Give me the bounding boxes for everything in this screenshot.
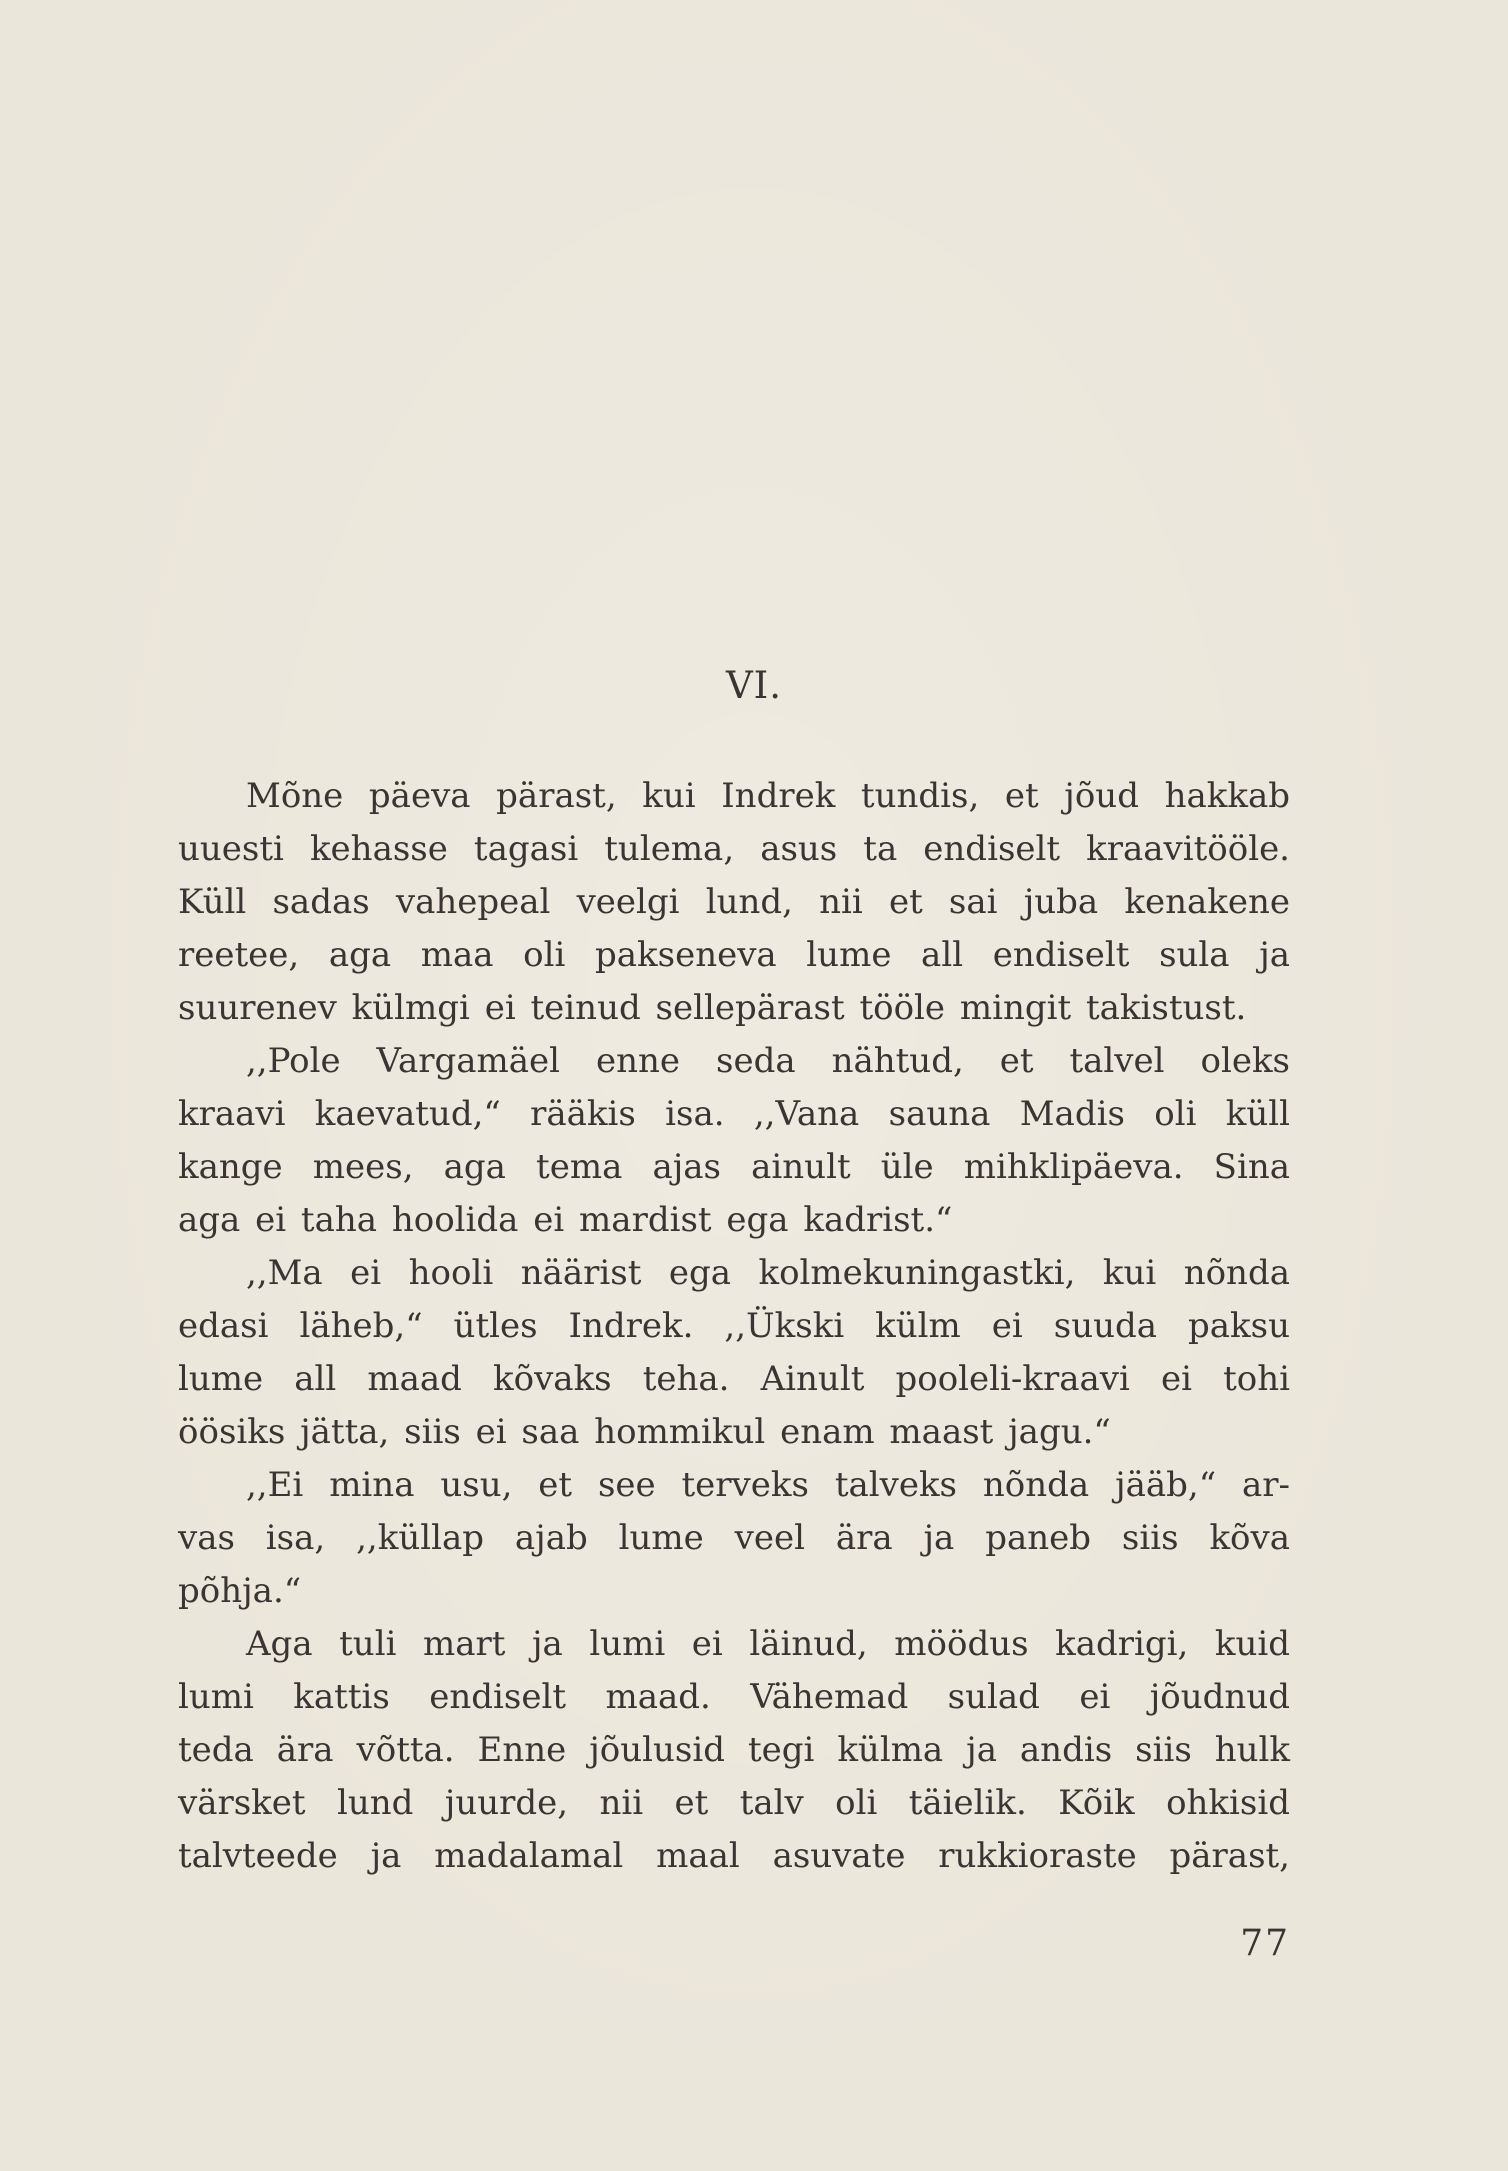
text-line: uuesti kehasse tagasi tulema, asus ta endiselt kraavitööle. (178, 829, 1290, 869)
text-line: suurenev külmgi ei teinud sellepärast tööle mingit takistust. (178, 988, 1247, 1028)
text-line: ,,Ei mina usu, et see terveks talveks nõnda jääb,“ ar- (246, 1465, 1290, 1505)
text-line: põhja.“ (178, 1571, 302, 1611)
text-line: värsket lund juurde, nii et talv oli täielik. Kõik ohkisid (178, 1783, 1290, 1823)
text-line: Mõne päeva pärast, kui Indrek tundis, et jõud hakkab (246, 776, 1290, 816)
body-text (178, 770, 1290, 1883)
text-line: teda ära võtta. Enne jõulusid tegi külma ja andis siis hulk (178, 1730, 1290, 1770)
text-line: reetee, aga maa oli pakseneva lume all endiselt sula ja (178, 935, 1290, 975)
text-line: talvteede ja madalamal maal asuvate rukkioraste pärast, (178, 1836, 1290, 1876)
text-line: Küll sadas vahepeal veelgi lund, nii et sai juba kenakene (178, 882, 1290, 922)
page-number: 77 (1240, 1923, 1290, 1964)
text-line: lumi kattis endiselt maad. Vähemad sulad ei jõudnud (178, 1677, 1290, 1717)
text-line: lume all maad kõvaks teha. Ainult pooleli-kraavi ei tohi (178, 1359, 1290, 1399)
text-line: edasi läheb,“ ütles Indrek. ,,Ükski külm ei suuda paksu (178, 1306, 1290, 1346)
text-line: kange mees, aga tema ajas ainult üle mihklipäeva. Sina (178, 1147, 1290, 1187)
text-line: ,,Pole Vargamäel enne seda nähtud, et talvel oleks (246, 1041, 1290, 1081)
text-line: kraavi kaevatud,“ rääkis isa. ,,Vana sauna Madis oli küll (178, 1094, 1290, 1134)
text-line: ,,Ma ei hooli näärist ega kolmekuningastki, kui nõnda (246, 1253, 1290, 1293)
chapter-heading: VI. (725, 664, 783, 707)
text-line: öösiks jätta, siis ei saa hommikul enam maast jagu.“ (178, 1412, 1111, 1452)
text-line: Aga tuli mart ja lumi ei läinud, möödus kadrigi, kuid (246, 1624, 1290, 1664)
text-line: aga ei taha hoolida ei mardist ega kadrist.“ (178, 1200, 953, 1240)
text-line: vas isa, ,,küllap ajab lume veel ära ja paneb siis kõva (178, 1518, 1290, 1558)
